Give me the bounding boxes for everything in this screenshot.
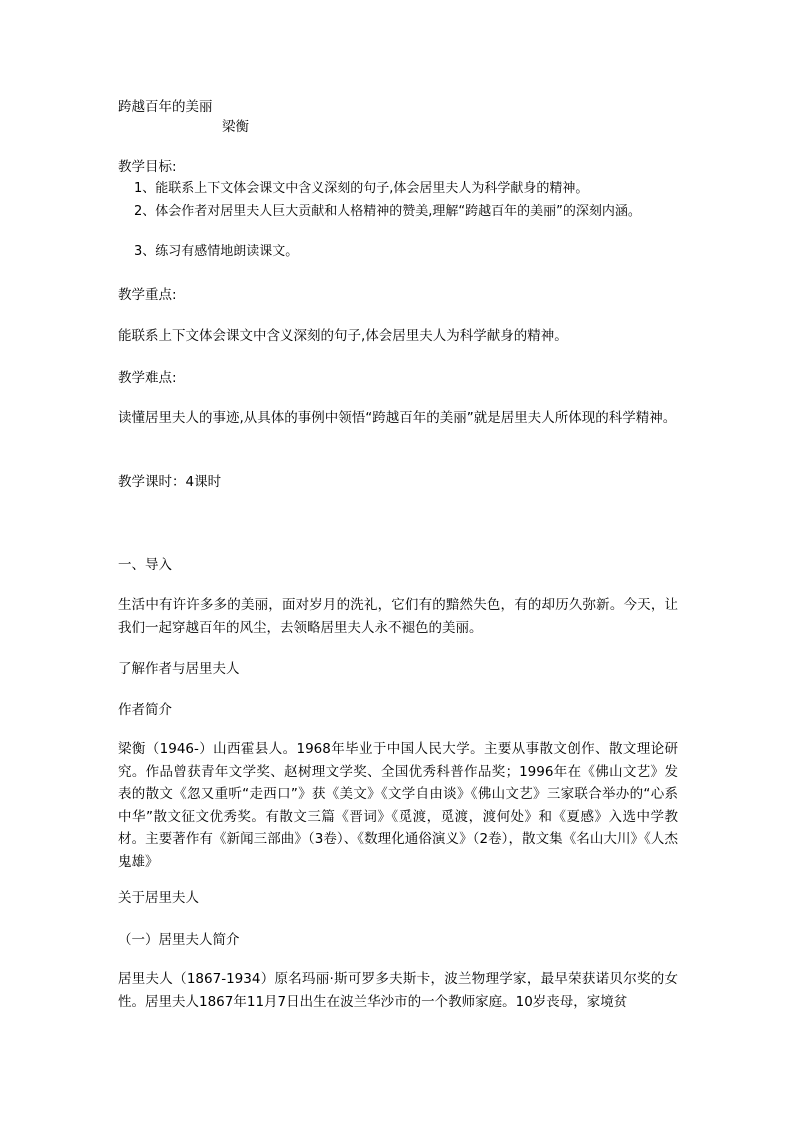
curie-intro-heading: （一）居里夫人简介 <box>118 932 240 948</box>
class-hours: 教学课时：4课时 <box>118 474 222 490</box>
intro-paragraph: 生活中有许许多多的美丽，面对岁月的洗礼，它们有的黯然失色，有的却历久弥新。今天，让我们一起穿越百年的风尘，去领略居里夫人永不褪色的美丽。 <box>118 597 678 636</box>
objective-item-2: 2、体会作者对居里夫人巨大贡献和人格精神的赞美,理解“跨越百年的美丽”的深刻内涵。 <box>134 204 641 219</box>
author-intro-heading: 作者简介 <box>118 702 172 718</box>
document-author: 梁衡 <box>222 119 249 135</box>
about-curie-heading: 关于居里夫人 <box>118 890 199 906</box>
key-points-heading: 教学重点: <box>118 287 177 303</box>
objectives-heading: 教学目标: <box>118 159 177 175</box>
understand-heading: 了解作者与居里夫人 <box>118 661 240 677</box>
objective-item-1: 1、能联系上下文体会课文中含义深刻的句子,体会居里夫人为科学献身的精神。 <box>134 181 589 196</box>
document-title: 跨越百年的美丽 <box>118 99 213 115</box>
key-points-text: 能联系上下文体会课文中含义深刻的句子,体会居里夫人为科学献身的精神。 <box>118 328 568 344</box>
curie-intro-paragraph: 居里夫人（1867-1934）原名玛丽·斯可罗多夫斯卡，波兰物理学家，最早荣获诺贝尔奖的女性。居里夫人1867年11月7日出生在波兰华沙市的一个教师家庭。10岁丧母，家境贫 <box>118 971 678 1010</box>
objective-item-3: 3、练习有感情地朗读课文。 <box>134 244 299 259</box>
author-intro-paragraph: 梁衡（1946-）山西霍县人。1968年毕业于中国人民大学。主要从事散文创作、散文理论研究。作品曾获青年文学奖、赵树理文学奖、全国优秀科普作品奖；1996年在《佛山文艺》发表的散文《忽又重听“走西口”》获《美文》《文学自由谈》《佛山文艺》三家联合举办的“心系中华”散文征文优秀奖。有散文三篇《晋词》《觅渡，觅渡，渡何处》和《夏感》入选中学教材。主要著作有《新闻三部曲》（3卷）、《数理化通俗演义》（2卷），散文集《名山大川》《人杰鬼雄》 <box>118 741 678 870</box>
section-1-heading: 一、导入 <box>118 557 172 573</box>
difficulties-heading: 教学难点: <box>118 370 177 386</box>
difficulties-text: 读懂居里夫人的事迹,从具体的事例中领悟“跨越百年的美丽”就是居里夫人所体现的科学精神。 <box>118 410 677 426</box>
